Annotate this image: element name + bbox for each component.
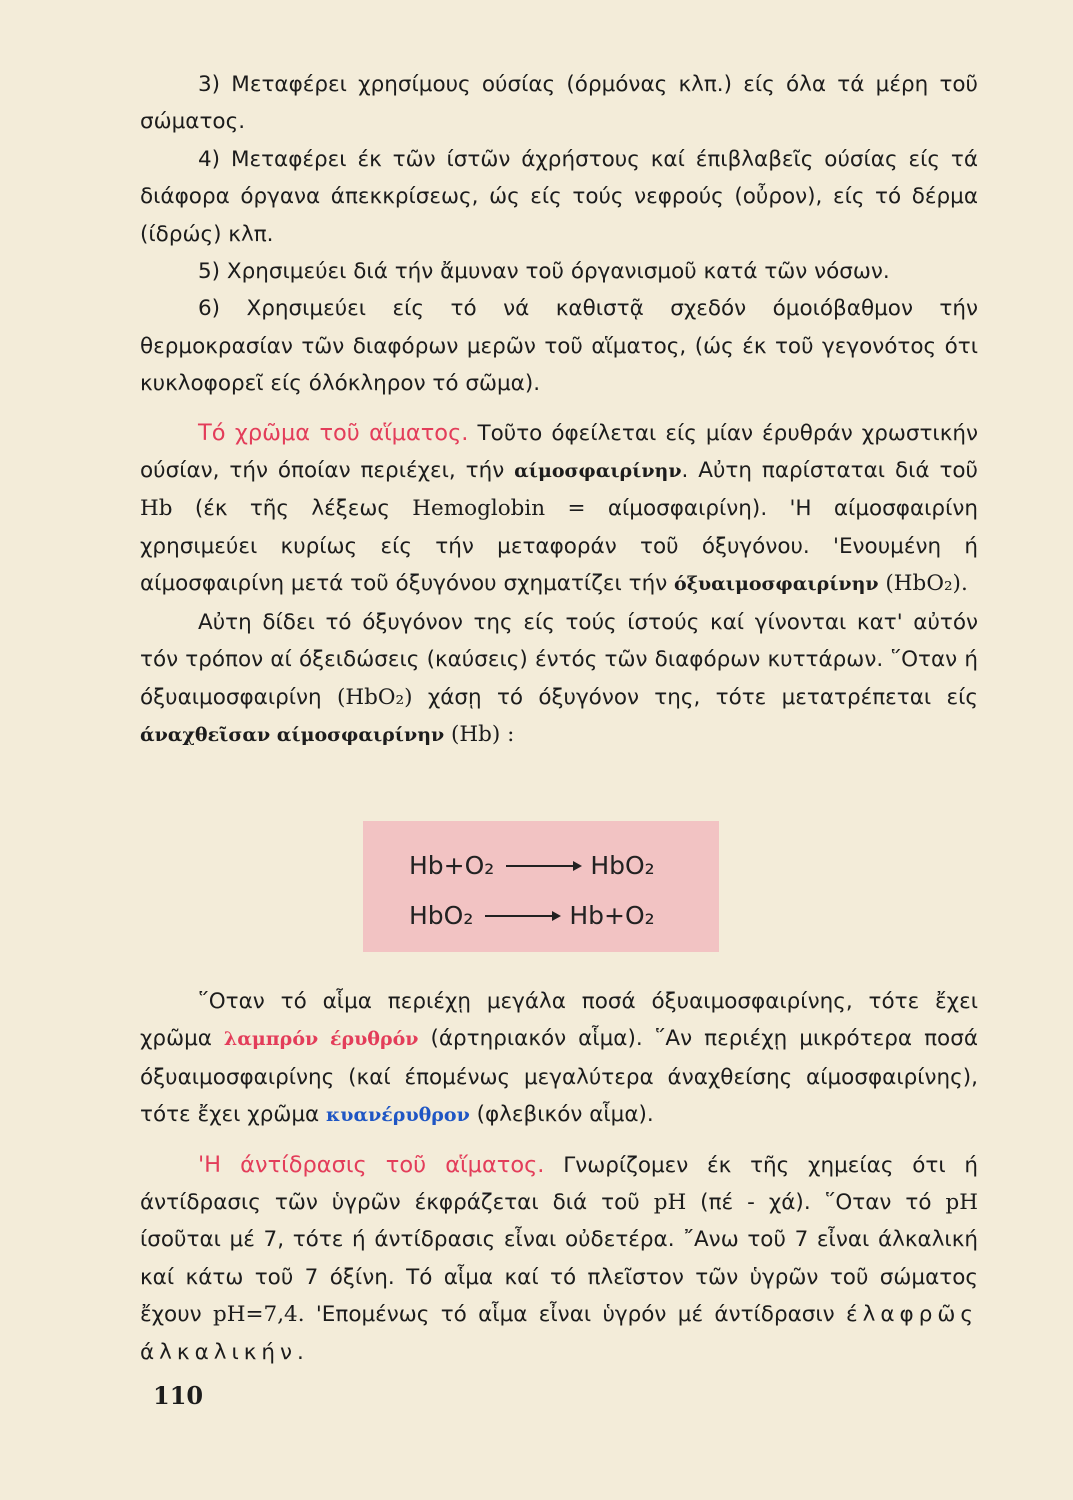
paragraph-4: 4) Μεταφέρει έκ τῶν ίστῶν άχρήστους καί έπιβλαβεῖς ούσίας είς τά διάφορα όργανα άπεκκρίσεως, ώς είς τούς νεφρούς (οὖρον), είς τό δέρμα (ίδρώς) κλπ. xyxy=(140,146,978,247)
blood-color-text-3: (έκ τῆς λέξεως xyxy=(172,496,413,522)
arrow-right-icon xyxy=(485,915,559,917)
arrow-right-icon xyxy=(506,865,580,867)
ph-symbol: pH xyxy=(653,1190,687,1216)
blood-color-text-1: Τοῦτο όφείλεται είς μίαν έρυθράν χρωστικήν ούσίαν, τήν όποίαν περιέχει, τήν xyxy=(140,420,979,484)
blood-text-1: ῞Οταν τό αἷμα περιέχῃ μεγάλα ποσά όξυαιμοσφαιρίνης, τότε ἔχει χρῶμα xyxy=(140,989,978,1052)
hbo2-formula: (HbO₂). xyxy=(878,571,968,597)
oxygen-text-2: χάσῃ τό όξυγόνον της, τότε μετατρέπεται είς xyxy=(412,684,978,710)
equation-1-left: Hb+O₂ xyxy=(409,851,495,880)
blood-reaction-heading: 'Η άντίδρασις τοῦ αἵματος. xyxy=(198,1151,545,1178)
ph-value: pH=7,4. xyxy=(212,1302,305,1328)
equation-line-2 xyxy=(409,901,655,930)
hb-formula: (Hb) : xyxy=(444,721,515,747)
reaction-text-3: ίσοῦται μέ 7, τότε ή άντίδρασις εἶναι οὐδετέρα. ῎Ανω τοῦ 7 εἶναι άλκαλική καί κάτω τοῦ 7 όξίνη. Τό αἷμα καί τό πλεῖστον τῶν ὑγρῶν τοῦ σώματος ἔχουν xyxy=(140,1227,978,1328)
equation-line-1 xyxy=(409,851,655,880)
blood-color-paragraph xyxy=(140,415,978,604)
reaction-text-4: 'Επομένως τό αἷμα εἶναι ὑγρόν μέ άντίδρασιν xyxy=(304,1302,847,1328)
reduced-hemoglobin-term: άναχθεῖσαν αίμοσφαιρίνην xyxy=(140,723,445,746)
paragraph-3: 3) Μεταφέρει χρησίμους ούσίας (όρμόνας κλπ.) είς όλα τά μέρη τοῦ σώματος. xyxy=(140,72,978,135)
slightly-alkaline-term: έλαφρῶς άλκαλικήν. xyxy=(140,1302,979,1365)
hemoglobin-word: Hemoglobin = xyxy=(412,496,586,522)
blood-text-2: (άρτηριακόν αἷμα). ῞Αν περιέχῃ μικρότερα ποσά όξυαιμοσφαιρίνης (καί έπομένως μεγαλύτερα άναχθείσης αίμοσφαιρίνης), τότε ἔχει χρῶμα xyxy=(140,1026,978,1128)
equation-2-right: Hb+O₂ xyxy=(569,901,655,930)
reaction-text-2: (πέ - χά). ῞Οταν τό xyxy=(686,1190,946,1216)
blood-color-text-4: αίμοσφαιρίνη). 'Η αίμοσφαιρίνη χρησιμεύει κυρίως είς τήν μεταφοράν τοῦ όξυγόνου. 'Ενουμένη ή αίμοσφαιρίνη μετά τοῦ όξυγόνου σχηματίζει τήν xyxy=(140,496,978,597)
equation-box xyxy=(363,821,719,952)
reaction-text-1: Γνωρίζομεν έκ τῆς χημείας ότι ή άντίδρασις τῶν ὑγρῶν έκφράζεται διά τοῦ xyxy=(140,1152,978,1216)
oxygen-release-paragraph xyxy=(140,604,978,755)
blood-reaction-paragraph xyxy=(140,1147,978,1371)
paragraph-5: 5) Χρησιμεύει διά τήν ἄμυναν τοῦ όργανισμοῦ κατά τῶν νόσων. xyxy=(198,259,890,285)
bluish-red-term: κυανέρυθρον xyxy=(326,1104,470,1127)
blood-text-3: (φλεβικόν αἷμα). xyxy=(469,1102,654,1128)
oxyhemoglobin-term: όξυαιμοσφαιρίνην xyxy=(674,573,879,596)
oxygen-formula: (HbO₂) xyxy=(336,684,413,710)
blood-color-text-2: . Αὐτη παρίσταται διά τοῦ xyxy=(681,458,978,484)
equation-1-right: HbO₂ xyxy=(590,851,655,880)
ph-symbol-2: pH xyxy=(945,1190,978,1216)
page-body-continued xyxy=(140,983,978,1371)
bright-red-term: λαμπρόν έρυθρόν xyxy=(223,1028,419,1051)
oxygen-text-1: Αὐτη δίδει τό όξυγόνον της είς τούς ίστούς καί γίνονται κατ' αὐτόν τόν τρόπον αί όξειδώσεις (καύσεις) έντός τῶν διαφόρων κυττάρων. ῞Οταν ή όξυαιμοσφαιρίνη xyxy=(140,609,978,710)
page-number: 110 xyxy=(153,1381,204,1410)
paragraph-6: 6) Χρησιμεύει είς τό νά καθιστᾷ σχεδόν όμοιόβαθμον τήν θερμοκρασίαν τῶν διαφόρων μερῶν τοῦ αἵματος, (ώς έκ τοῦ γεγονότος ότι κυκλοφορεῖ είς όλόκληρον τό σῶμα). xyxy=(140,296,978,397)
blood-color-heading: Τό χρῶμα τοῦ αἵματος. xyxy=(198,419,469,446)
blood-type-paragraph xyxy=(140,983,978,1135)
equation-2-left: HbO₂ xyxy=(409,901,474,930)
hemoglobin-term: αίμοσφαιρίνην xyxy=(514,460,682,483)
hb-symbol: Hb xyxy=(140,496,173,522)
page-body xyxy=(140,66,978,754)
